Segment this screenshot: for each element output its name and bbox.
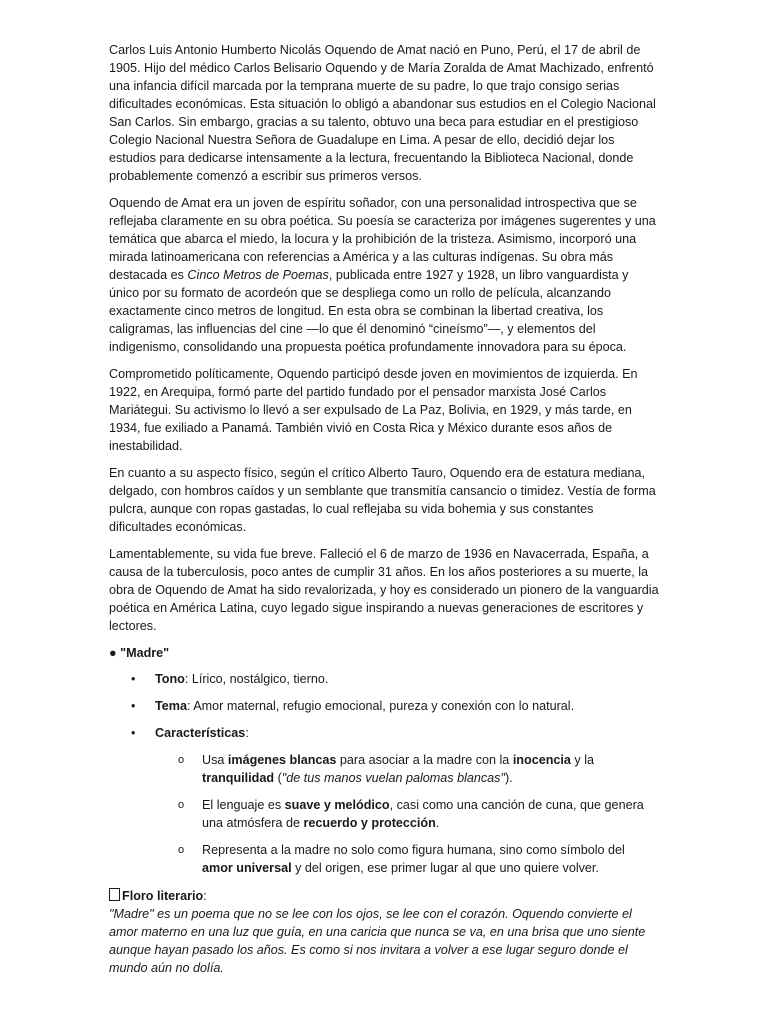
bold-run: amor universal [202, 861, 292, 875]
sub-bullet-simbolo [109, 841, 659, 877]
paragraph-poetry-after: , publicada entre 1927 y 1928, un libro vanguardista y único por su formato de acordeón que se despliega como un rollo de película, alcanzando exactamente cinco metros de longitud. En esta obra se combinan la libertad creativa, los caligramas, las influencias del cine —lo que él denominó “cineísmo”—, y elementos del indigenismo, consolidando una propuesta poética profundamente innovadora para su época. [109, 268, 629, 354]
text-run: El lenguaje es [202, 798, 285, 812]
paragraph-appearance: En cuanto a su aspecto físico, según el crítico Alberto Tauro, Oquendo era de estatura mediana, delgado, con hombros caídos y un semblante que transmitía cansancio o timidez. Vestía de forma pulcra, aunque con ropas gastadas, lo cual reflejaba su vida bohemia y sus constantes dificultades económicas. [109, 466, 656, 534]
text-run: , casi como una canción de cuna, que genera una atmósfera de [202, 798, 644, 830]
paragraph-biography: Carlos Luis Antonio Humberto Nicolás Oquendo de Amat nació en Puno, Perú, el 17 de abril de 1905. Hijo del médico Carlos Belisario Oquendo y de María Zoralda de Amat Machizado, enfrentó una infancia difícil marcada por la temprana muerte de su padre, lo que trajo consigo serias dificultades económicas. Esta situación lo obligó a abandonar sus estudios en el Colegio Nacional San Carlos. Sin embargo, gracias a su talento, obtuvo una beca para estudiar en el prestigioso Colegio Nacional Nuestra Señora de Guadalupe en Lima. A pesar de ello, decidió dejar los estudios para dedicarse intensamente a la lectura, frecuentando la Biblioteca Nacional, donde probablemente comenzó a escribir sus primeros versos. [109, 43, 656, 183]
sub-bullet-marker: o [178, 799, 185, 811]
caracteristicas-label: Características [155, 726, 246, 740]
caracteristicas-colon: : [245, 726, 249, 740]
bullet-marker: • [131, 672, 136, 686]
floro-title: Floro literario [122, 889, 204, 903]
poem-heading [109, 644, 659, 662]
bold-run: tranquilidad [202, 771, 275, 785]
bullet-tono [109, 670, 659, 688]
paragraph-death: Lamentablemente, su vida fue breve. Falleció el 6 de marzo de 1936 en Navacerrada, España, a causa de la tuberculosis, poco antes de cumplir 31 años. En los años posteriores a su muerte, la obra de Oquendo de Amat ha sido revalorizada, y hoy es considerado un pionero de la vanguardia poética en América Latina, cuyo legado sigue inspirando a nuevas generaciones de escritores y lectores. [109, 547, 659, 633]
sub-bullet-marker: o [178, 754, 185, 766]
tema-text: : Amor maternal, refugio emocional, pureza y conexión con lo natural. [186, 699, 575, 713]
sub-bullet-imagenes [109, 751, 659, 787]
floro-text: "Madre" es un poema que no se lee con los ojos, se lee con el corazón. Oquendo convierte el amor materno en una luz que guía, en una caricia que nunca se va, en una brisa que uno siente aunque hayan pasado los años. Es como si nos invitara a volver a ese lugar seguro donde el mundo aún no dolía. [109, 907, 646, 975]
missing-glyph-icon [109, 888, 120, 901]
bold-run: inocencia [512, 753, 571, 767]
bullet-marker: • [131, 699, 136, 713]
sub-bullet-marker: o [178, 844, 185, 856]
paragraph-politics: Comprometido políticamente, Oquendo participó desde joven en movimientos de izquierda. En 1922, en Arequipa, formó parte del partido fundado por el pensador marxista José Carlos Mariátegui. Su activismo lo llevó a ser expulsado de La Paz, Bolivia, en 1929, y más tarde, en 1934, fue exiliado a Panamá. También vivió en Costa Rica y México durante esos años de inestabilidad. [109, 367, 638, 453]
book-title: Cinco Metros de Poemas [187, 268, 329, 282]
bullet-marker: • [131, 726, 136, 740]
bold-run: imágenes blancas [227, 753, 337, 767]
text-run: Usa [202, 753, 228, 767]
tono-text: : Lírico, nostálgico, tierno. [184, 672, 329, 686]
bold-run: suave y melódico [284, 798, 390, 812]
tema-label: Tema [155, 699, 187, 713]
tono-label: Tono [155, 672, 185, 686]
poem-heading-marker: ● [109, 646, 117, 660]
sub-bullet-lenguaje [109, 796, 659, 832]
text-run: y la [570, 753, 595, 767]
bullet-caracteristicas [109, 724, 659, 742]
paragraph-poetry-before: Oquendo de Amat era un joven de espíritu soñador, con una personalidad introspectiva que se reflejaba claramente en su obra poética. Su poesía se caracteriza por imágenes sugerentes y una temática que abarca el miedo, la locura y la prohibición de la tristeza. Asimismo, incorporó una mirada latinoamericana con referencias a América y a las culturas indígenas. Su obra más destacada es [109, 196, 656, 282]
bullet-tema [109, 697, 659, 715]
text-run: y del origen, ese primer lugar al que uno quiere volver. [291, 861, 599, 875]
text-run: ). [504, 771, 513, 785]
floro-colon: : [203, 889, 207, 903]
text-run: . [435, 816, 440, 830]
text-run: ( [274, 771, 282, 785]
paragraph-poetry [109, 194, 659, 356]
poem-title: "Madre" [120, 646, 170, 660]
bold-run: recuerdo y protección [303, 816, 436, 830]
text-run: Representa a la madre no solo como figura humana, sino como símbolo del [202, 843, 625, 857]
floro-heading [109, 887, 659, 905]
document-page [109, 41, 659, 977]
quote-run: "de tus manos vuelan palomas blancas" [281, 771, 505, 785]
text-run: para asociar a la madre con la [336, 753, 513, 767]
